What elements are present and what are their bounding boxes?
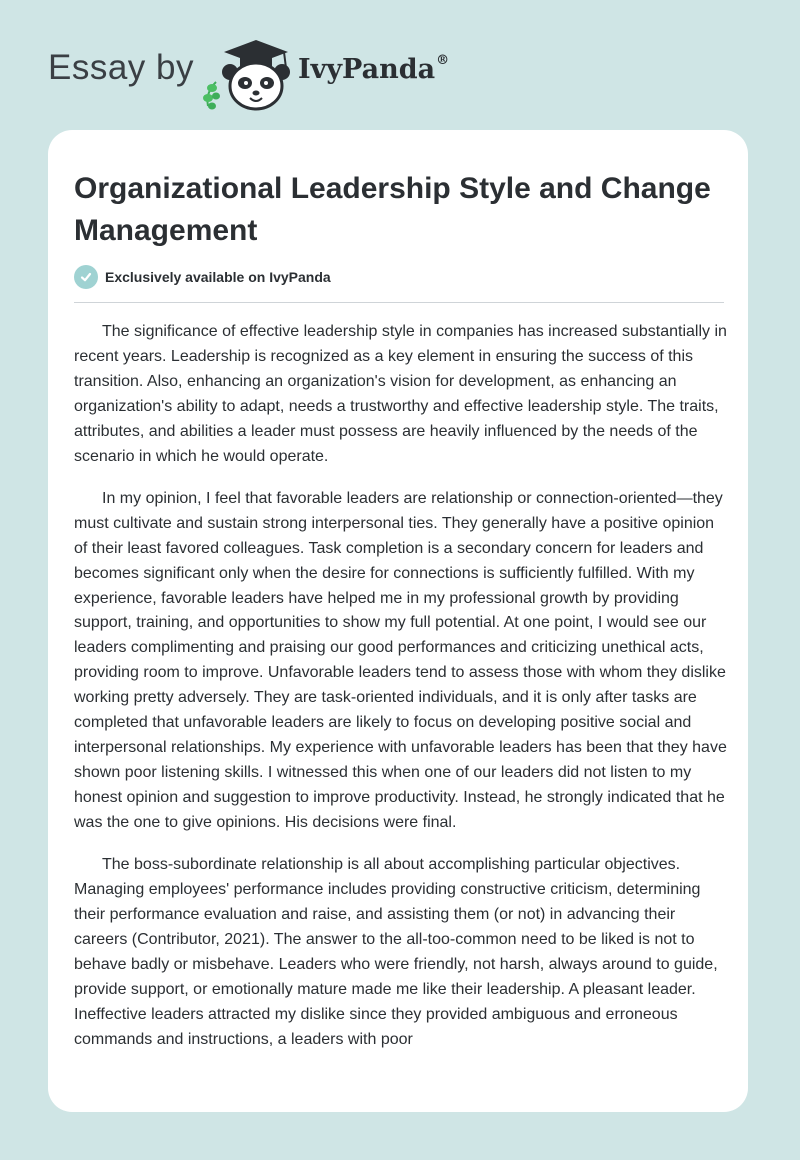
paragraph: The boss-subordinate relationship is all about accomplishing particular objectives. Managing employees' performance includes providing constructive criticism, determining their performance evaluation and raise, and assisting them (or not) in advancing their careers (Contributor, 2021). The answer to the all-too-common need to be liked is not to behave badly or misbehave. Leaders who were friendly, not harsh, always around to guide, provide support, or emotionally mature made me like their leadership. A pleasant leader. Ineffective leaders attracted my dislike since they provided ambiguous and erroneous commands and instructions, a leaders with poor	[74, 856, 718, 1048]
brand-prefix: Essay by	[48, 48, 194, 87]
essay-card	[48, 130, 748, 1112]
brand-header	[48, 30, 528, 110]
exclusive-badge	[74, 265, 331, 289]
paragraph: In my opinion, I feel that favorable leaders are relationship or connection-oriented—they must cultivate and sustain strong interpersonal ties. They generally have a positive opinion of their least favored colleagues. Task completion is a secondary concern for leaders and becomes significant only when the desire for connections is sufficiently fulfilled. With my experience, favorable leaders have helped me in my professional growth by providing support, training, and opportunities to show my full potential. At one point, I would see our leaders complimenting and praising our good performances and criticizing unethical acts, providing room to improve. Unfavorable leaders tend to assess those with whom they dislike working pretty adversely. They are task-oriented individuals, and it is only after tasks are completed that unfavorable leaders are likely to focus on developing positive social and interpersonal relationships. My experience with unfavorable leaders has been that they have shown poor listening skills. I witnessed this when one of our leaders did not listen to my honest opinion and suggestion to improve productivity. Instead, he strongly indicated that he was the one to give opinions. His decisions were final.	[74, 489, 727, 832]
paragraph: The significance of effective leadership style in companies has increased substantially in recent years. Leadership is recognized as a key element in ensuring the success of this transition. Also, enhancing an organization's vision for development, as enhancing an organization's ability to adapt, needs a trustworthy and effective leadership style. The traits, attributes, and abilities a leader must possess are heavily influenced by the needs of the scenario in which he would operate.	[74, 323, 727, 465]
brand-name: IvyPanda®	[298, 53, 450, 85]
divider	[74, 302, 724, 303]
page-title: Organizational Leadership Style and Change Management	[74, 172, 711, 247]
badge-label: Exclusively available on IvyPanda	[105, 269, 331, 285]
panda-logo-icon	[200, 36, 300, 112]
check-icon	[74, 265, 98, 289]
essay-body	[74, 320, 728, 1070]
